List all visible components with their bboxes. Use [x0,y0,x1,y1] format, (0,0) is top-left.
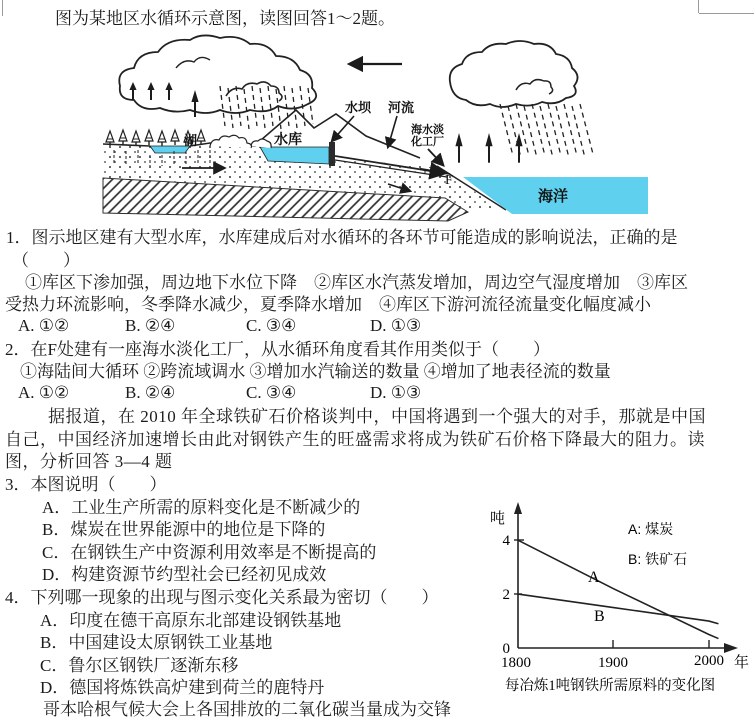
y-axis-title: 吨 [490,511,506,527]
q4-stem: 4．下列哪一现象的出现与图示变化关系最为密切（ ） [5,588,439,607]
lake-label: 湖 [184,133,198,148]
q3-option-b: B．煤炭在世界能源中的地位是下降的 [42,520,326,539]
passage-line3: 图，分析回答 3—4 题 [5,452,173,471]
y-tick-label-0: 0 [502,641,510,657]
margin-mark-top-left [2,0,3,16]
q4-option-c: C．鲁尔区钢铁厂逐渐东移 [40,656,239,675]
river-label: 河流 [388,100,415,115]
x-axis-arrow [724,643,738,653]
point-f-label: F [445,173,453,188]
evaporation-arrows-ocean [455,133,522,163]
q4-option-b: B．中国建设太原钢铁工业基地 [40,633,273,652]
y-axis-arrow [514,502,522,514]
legend-entry-iron-ore: B: 铁矿石 [628,551,688,567]
x-tick-label-1800: 1800 [501,655,531,671]
q2-choice-a: A. ①② [18,383,70,402]
q2-items: ①海陆间大循环 ②跨流域调水 ③增加水汽输送的数量 ④增加了地表径流的数量 [20,362,611,381]
y-tick-label-2: 2 [502,587,510,603]
margin-mark-top-right-v [698,0,699,13]
q3-option-a: A．工业生产所需的原料变化是不断减少的 [42,498,361,517]
desal-pointer-arrow [428,149,443,165]
q3-option-d: D．构建资源节约型社会已经初见成效 [42,565,327,584]
intro-text: 图为某地区水循环示意图，读图回答1～2题。 [55,9,395,28]
x-axis-title: 年 [734,655,750,671]
passage-line2: 自己，中国经济加速增长由此对钢铁产生的旺盛需求将成为铁矿石价格下降最大的阻力。读 [5,430,705,449]
q2-choice-c: C. ③④ [246,383,297,402]
q1-items-line2: 受热力环流影响，冬季降水减少，夏季降水增加 ④库区下游河流径流量变化幅度减小 [5,295,651,314]
cloud-left-icon [119,35,316,113]
q1-stem-line1: 1．图示地区建有大型水库，水库建成后对水循环的各环节可能造成的影响说法，正确的是 [6,228,678,247]
q1-choice-c: C. ③④ [246,316,297,335]
desal-plant-label-line1: 海水淡 [411,124,444,136]
q4-option-a: A．印度在德干高原东北部建设钢铁基地 [40,611,342,630]
desal-plant-label-line2: 化工厂 [411,136,444,148]
series-label-a: A [588,569,600,586]
reservoir-water [260,147,329,164]
q1-items-line1: ①库区下渗加强，周边地下水位下降 ②库区水汽蒸发增加，周边空气湿度增加 ③库区 [25,273,688,292]
x-tick-label-2000: 2000 [694,653,724,669]
q2-stem: 2．在F处建有一座海水淡化工厂，从水循环角度看其作用类似于（ ） [5,340,550,359]
reservoir-label: 水库 [274,131,302,147]
rain-right [500,104,593,158]
series-line-iron-ore [518,594,718,624]
x-tick-label-1900: 1900 [598,655,628,671]
cloud-right-icon [450,41,578,107]
q1-choice-d: D. ①③ [370,316,422,335]
q3-option-c: C．在钢铁生产中资源利用效率是不断提高的 [42,543,377,562]
river-pointer-arrow [388,116,397,147]
water-cycle-diagram [98,34,660,226]
q2-choice-d: D. ①③ [370,383,422,402]
margin-mark-top-right-h [699,13,754,14]
q4-trailing-text: 哥本哈根气候大会上各国排放的二氧化碳当量成为交锋 [43,700,451,718]
series-line-coal [518,540,718,638]
q4-option-d: D．德国将炼铁高炉建到荷兰的鹿特丹 [40,678,325,697]
raw-materials-chart [478,496,754,702]
series-label-b: B [594,608,605,625]
chart-caption: 每冶炼1吨钢铁所需原料的变化图 [504,678,716,694]
dam [329,142,335,166]
ocean-label: 海洋 [538,188,569,205]
q3-stem: 3．本图说明（ ） [5,475,167,494]
bushes [210,135,271,148]
y-tick-label-4: 4 [502,533,510,549]
legend-entry-coal: A: 煤炭 [628,521,674,537]
passage-line1: 据报道，在 2010 年全球铁矿石价格谈判中，中国将遇到一个强大的对手，那就是中国 [48,407,706,426]
q1-stem-line2: （ ） [12,251,80,270]
q2-choice-b: B. ②④ [125,383,176,402]
dam-label: 水坝 [345,100,372,115]
q1-choice-b: B. ②④ [125,316,176,335]
q1-choice-a: A. ①② [18,316,70,335]
